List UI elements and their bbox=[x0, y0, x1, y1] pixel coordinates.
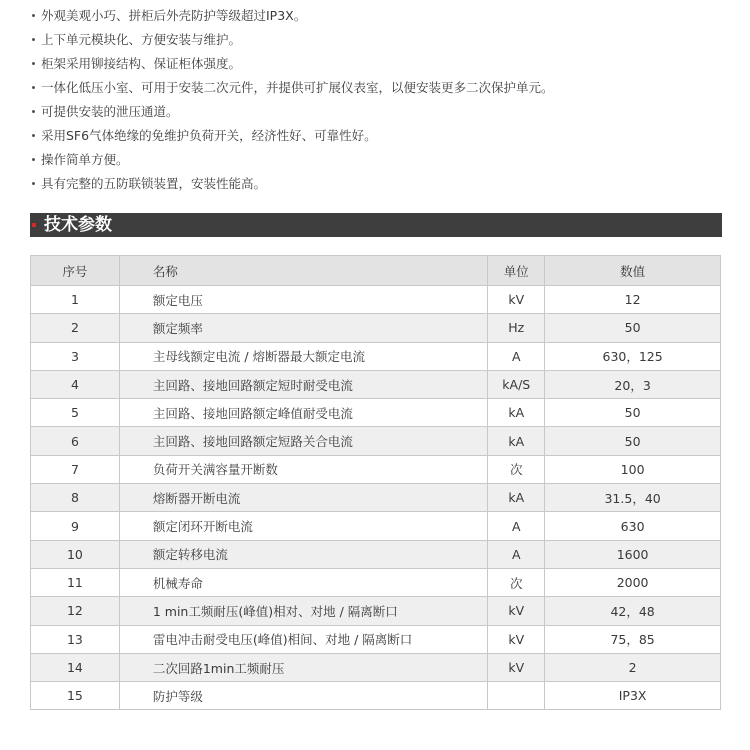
spec-table bbox=[30, 255, 721, 710]
cell-value: 630，125 bbox=[545, 342, 721, 370]
table-row bbox=[31, 427, 721, 455]
cell-unit: A bbox=[488, 512, 545, 540]
feature-item bbox=[30, 28, 730, 52]
cell-value: 12 bbox=[545, 286, 721, 314]
feature-list bbox=[30, 4, 730, 196]
cell-name: 主回路、接地回路额定短时耐受电流 bbox=[119, 370, 487, 398]
cell-name: 额定电压 bbox=[119, 286, 487, 314]
cell-no: 6 bbox=[31, 427, 120, 455]
cell-value: 20，3 bbox=[545, 370, 721, 398]
feature-item bbox=[30, 172, 730, 196]
cell-unit: kA bbox=[488, 484, 545, 512]
cell-value: 2 bbox=[545, 653, 721, 681]
cell-name: 1 min工频耐压(峰值)相对、对地 / 隔离断口 bbox=[119, 597, 487, 625]
table-row bbox=[31, 370, 721, 398]
cell-unit: kA/S bbox=[488, 370, 545, 398]
cell-no: 1 bbox=[31, 286, 120, 314]
section-marker-icon bbox=[32, 223, 36, 227]
cell-no: 12 bbox=[31, 597, 120, 625]
bullet-icon bbox=[32, 182, 35, 185]
cell-unit: kV bbox=[488, 286, 545, 314]
cell-no: 14 bbox=[31, 653, 120, 681]
cell-no: 9 bbox=[31, 512, 120, 540]
feature-item bbox=[30, 52, 730, 76]
feature-item bbox=[30, 76, 730, 100]
cell-no: 2 bbox=[31, 314, 120, 342]
cell-unit bbox=[488, 682, 545, 710]
cell-no: 13 bbox=[31, 625, 120, 653]
header-unit: 单位 bbox=[488, 256, 545, 286]
cell-name: 额定频率 bbox=[119, 314, 487, 342]
section-header-bar bbox=[30, 213, 722, 237]
bullet-icon bbox=[32, 62, 35, 65]
table-row bbox=[31, 286, 721, 314]
cell-unit: kV bbox=[488, 653, 545, 681]
cell-unit: kV bbox=[488, 597, 545, 625]
cell-name: 主母线额定电流 / 熔断器最大额定电流 bbox=[119, 342, 487, 370]
cell-name: 主回路、接地回路额定峰值耐受电流 bbox=[119, 399, 487, 427]
table-row bbox=[31, 399, 721, 427]
table-row bbox=[31, 625, 721, 653]
cell-no: 7 bbox=[31, 455, 120, 483]
table-row bbox=[31, 512, 721, 540]
cell-unit: A bbox=[488, 540, 545, 568]
header-value: 数值 bbox=[545, 256, 721, 286]
table-header-row bbox=[31, 256, 721, 286]
feature-text: 柜架采用铆接结构、保证柜体强度。 bbox=[41, 56, 242, 71]
cell-no: 4 bbox=[31, 370, 120, 398]
feature-item bbox=[30, 100, 730, 124]
bullet-icon bbox=[32, 14, 35, 17]
feature-text: 上下单元模块化、方便安装与维护。 bbox=[41, 32, 242, 47]
cell-name: 主回路、接地回路额定短路关合电流 bbox=[119, 427, 487, 455]
cell-no: 10 bbox=[31, 540, 120, 568]
header-no: 序号 bbox=[31, 256, 120, 286]
feature-text: 可提供安装的泄压通道。 bbox=[41, 104, 179, 119]
cell-no: 5 bbox=[31, 399, 120, 427]
cell-no: 3 bbox=[31, 342, 120, 370]
cell-no: 15 bbox=[31, 682, 120, 710]
cell-unit: 次 bbox=[488, 455, 545, 483]
bullet-icon bbox=[32, 38, 35, 41]
cell-no: 11 bbox=[31, 568, 120, 596]
section-title: 技术参数 bbox=[44, 215, 112, 235]
cell-unit: Hz bbox=[488, 314, 545, 342]
cell-unit: 次 bbox=[488, 568, 545, 596]
feature-item bbox=[30, 4, 730, 28]
cell-value: 1600 bbox=[545, 540, 721, 568]
cell-name: 负荷开关满容量开断数 bbox=[119, 455, 487, 483]
cell-name: 二次回路1min工频耐压 bbox=[119, 653, 487, 681]
table-row bbox=[31, 682, 721, 710]
bullet-icon bbox=[32, 158, 35, 161]
cell-name: 防护等级 bbox=[119, 682, 487, 710]
cell-unit: kV bbox=[488, 625, 545, 653]
cell-value: 630 bbox=[545, 512, 721, 540]
feature-text: 操作简单方便。 bbox=[41, 152, 129, 167]
cell-value: 50 bbox=[545, 427, 721, 455]
cell-unit: A bbox=[488, 342, 545, 370]
feature-item bbox=[30, 124, 730, 148]
feature-text: 具有完整的五防联锁装置，安装性能高。 bbox=[41, 176, 267, 191]
cell-value: 31.5，40 bbox=[545, 484, 721, 512]
cell-value: IP3X bbox=[545, 682, 721, 710]
cell-name: 雷电冲击耐受电压(峰值)相间、对地 / 隔离断口 bbox=[119, 625, 487, 653]
table-row bbox=[31, 597, 721, 625]
cell-name: 额定闭环开断电流 bbox=[119, 512, 487, 540]
feature-text: 一体化低压小室、可用于安装二次元件，并提供可扩展仪表室，以便安装更多二次保护单元。 bbox=[41, 80, 554, 95]
table-row bbox=[31, 455, 721, 483]
cell-no: 8 bbox=[31, 484, 120, 512]
cell-unit: kA bbox=[488, 427, 545, 455]
feature-item bbox=[30, 148, 730, 172]
feature-text: 采用SF6气体绝缘的免维护负荷开关，经济性好、可靠性好。 bbox=[41, 128, 377, 143]
cell-value: 100 bbox=[545, 455, 721, 483]
table-row bbox=[31, 484, 721, 512]
feature-text: 外观美观小巧、拼柜后外壳防护等级超过IP3X。 bbox=[41, 8, 307, 23]
cell-value: 42，48 bbox=[545, 597, 721, 625]
bullet-icon bbox=[32, 134, 35, 137]
table-row bbox=[31, 568, 721, 596]
cell-value: 50 bbox=[545, 399, 721, 427]
bullet-icon bbox=[32, 110, 35, 113]
table-row bbox=[31, 342, 721, 370]
cell-name: 熔断器开断电流 bbox=[119, 484, 487, 512]
cell-unit: kA bbox=[488, 399, 545, 427]
table-row bbox=[31, 540, 721, 568]
cell-name: 机械寿命 bbox=[119, 568, 487, 596]
header-name: 名称 bbox=[119, 256, 487, 286]
bullet-icon bbox=[32, 86, 35, 89]
cell-value: 2000 bbox=[545, 568, 721, 596]
table-row bbox=[31, 653, 721, 681]
table-row bbox=[31, 314, 721, 342]
cell-value: 75，85 bbox=[545, 625, 721, 653]
cell-name: 额定转移电流 bbox=[119, 540, 487, 568]
cell-value: 50 bbox=[545, 314, 721, 342]
